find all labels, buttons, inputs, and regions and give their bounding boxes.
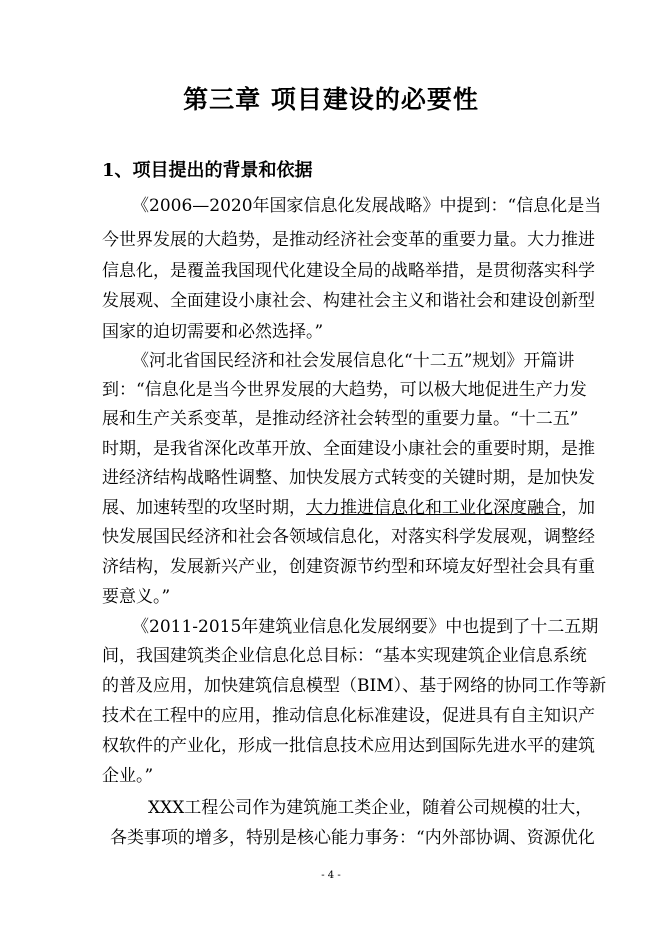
paragraph-line: 技术在工程中的应用，推动信息化标准建设，促进具有自主知识产 xyxy=(102,706,595,726)
paragraph-line: 快发展国民经济和社会各领域信息化，对落实科学发展观，调整经 xyxy=(102,527,595,547)
paragraph-line: 企业。” xyxy=(102,766,154,786)
paragraph-line: 《2011-2015年建筑业信息化发展纲要》中也提到了十二五期 xyxy=(132,617,599,637)
page-number: - 4 - xyxy=(321,870,341,881)
paragraph-line: 的普及应用，加快建筑信息模型（BIM）、基于网络的协同工作等新 xyxy=(102,676,607,696)
paragraph-line: 济结构，发展新兴产业，创建资源节约型和环境友好型社会具有重 xyxy=(102,557,595,577)
paragraph-line: 权软件的产业化，形成一批信息技术应用达到国际先进水平的建筑 xyxy=(102,736,595,756)
text-span: ，加 xyxy=(561,498,595,518)
chapter-title: 第三章 项目建设的必要性 xyxy=(183,85,479,114)
paragraph-line: 国家的迫切需要和必然选择。” xyxy=(102,322,324,342)
underlined-text: 大力推进信息化和工业化深度融合 xyxy=(306,498,561,518)
paragraph-line: 《2006—2020年国家信息化发展战略》中提到：“信息化是当 xyxy=(132,196,602,216)
paragraph-line: 《河北省国民经济和社会发展信息化“十二五”规划》开篇讲 xyxy=(132,351,575,371)
text-span: 展、加速转型的攻坚时期， xyxy=(102,498,306,518)
paragraph-line: 各类事项的增多，特别是核心能力事务：“内外部协调、资源优化 xyxy=(110,828,595,848)
paragraph-line xyxy=(102,498,595,518)
paragraph-line: 间，我国建筑类企业信息化总目标：“基本实现建筑企业信息系统 xyxy=(102,646,587,666)
paragraph-line: 信息化，是覆盖我国现代化建设全局的战略举措，是贯彻落实科学 xyxy=(102,261,595,281)
paragraph-line: 今世界发展的大趋势，是推动经济社会变革的重要力量。大力推进 xyxy=(102,230,595,250)
paragraph-line: 进经济结构战略性调整、加快发展方式转变的关键时期，是加快发 xyxy=(102,468,595,488)
paragraph-line: 到：“信息化是当今世界发展的大趋势，可以极大地促进生产力发 xyxy=(102,380,587,400)
section-heading: 1、项目提出的背景和依据 xyxy=(102,160,313,181)
paragraph-line: 展和生产关系变革，是推动经济社会转型的重要力量。“十二五” xyxy=(102,409,579,429)
paragraph-line: XXX工程公司作为建筑施工类企业，随着公司规模的壮大， xyxy=(148,798,593,818)
paragraph-line: 时期，是我省深化改革开放、全面建设小康社会的重要时期，是推 xyxy=(102,439,595,459)
paragraph-line: 要意义。” xyxy=(102,587,171,607)
paragraph-line: 发展观、全面建设小康社会、构建社会主义和谐社会和建设创新型 xyxy=(102,291,595,311)
